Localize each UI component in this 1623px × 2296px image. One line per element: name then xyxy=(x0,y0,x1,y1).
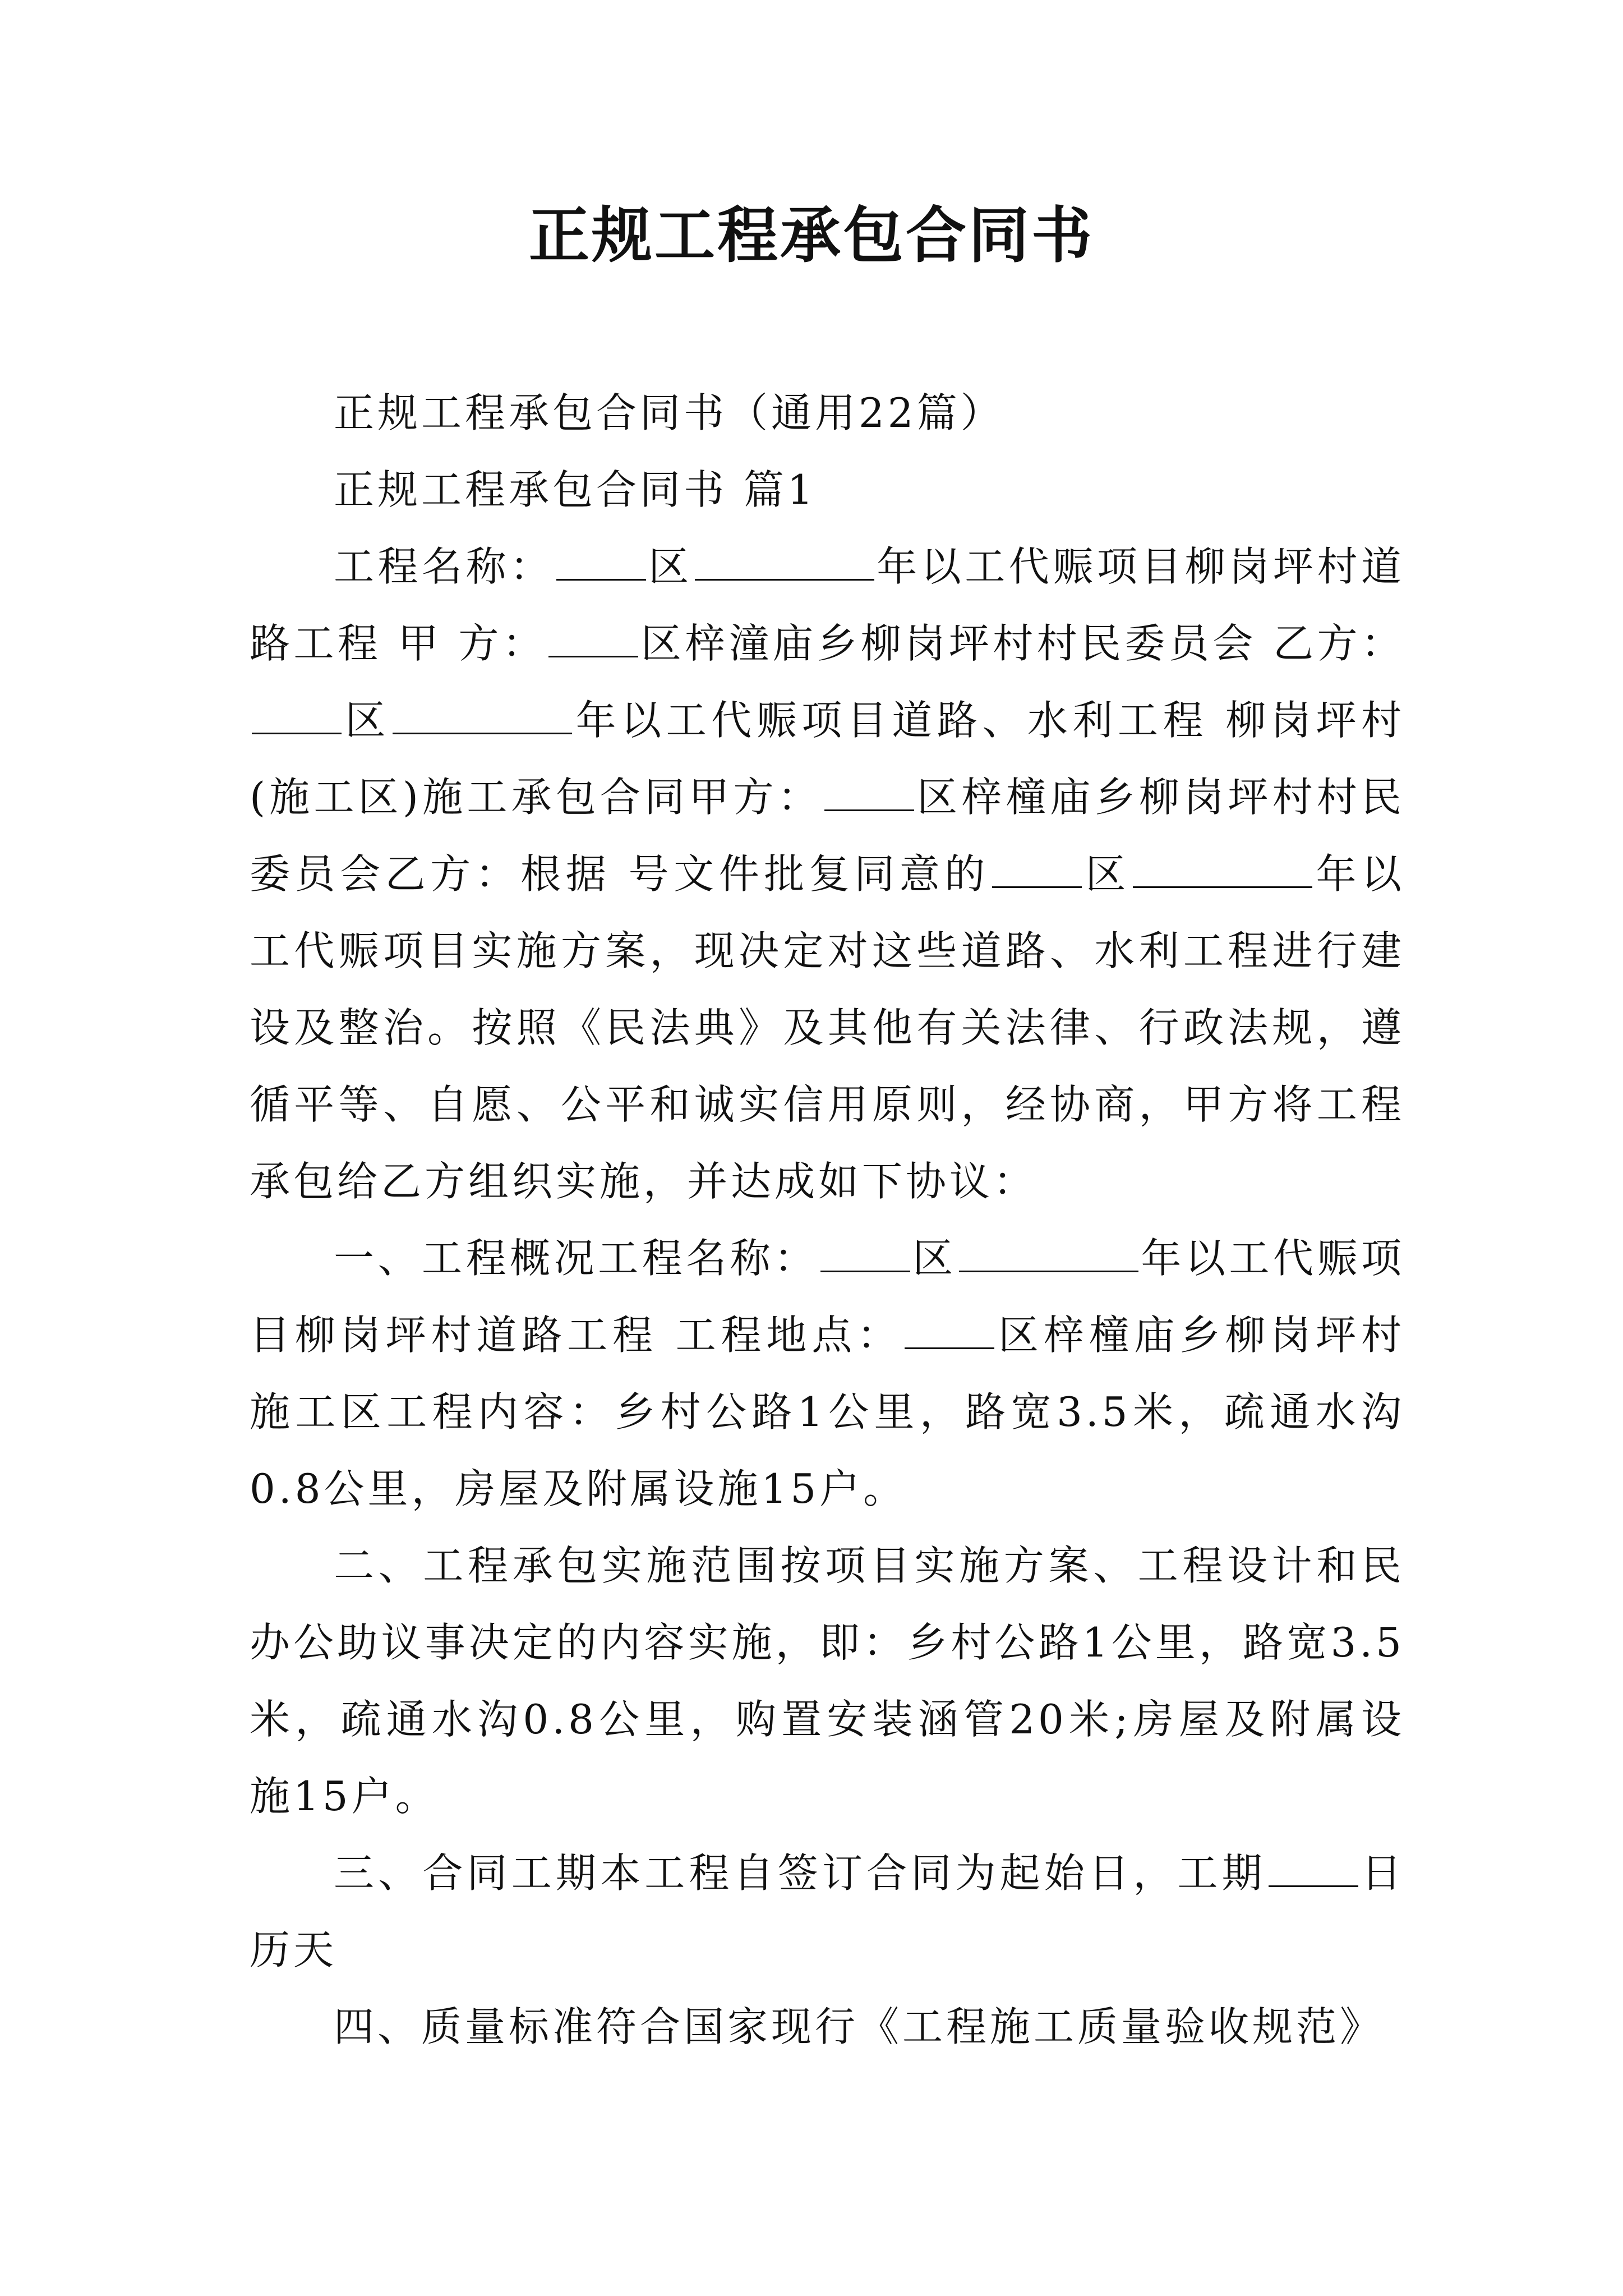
text-segment: 区 xyxy=(344,697,391,744)
text-segment: 年以工代赈项目柳岗坪村道路工程 甲 方： xyxy=(250,543,1405,667)
text-segment: 三、合同工期本工程自签订合同为起始日，工期 xyxy=(334,1849,1266,1897)
section-heading: 正规工程承包合同书 篇1 xyxy=(334,466,817,513)
text-segment: 年以工代赈项目道路、水利工程 柳岗坪村(施工区)施工承包合同甲方： xyxy=(250,697,1405,821)
paragraph-section-2: 二、工程承包实施范围按项目实施方案、工程设计和民办公助议事决定的内容实施，即：乡村公路1公里，路宽3.5米，疏通水沟0.8公里，购置安装涵管20米;房屋及附属设施15户。 xyxy=(250,1542,1405,1820)
blank-line xyxy=(1133,848,1312,888)
text-segment: 区梓潼庙乡柳岗坪村村民委员会 乙方： xyxy=(640,620,1405,667)
text-segment: 一、工程概况工程名称： xyxy=(334,1235,818,1282)
text-segment: 区 xyxy=(1083,850,1131,898)
text-segment: 区 xyxy=(648,543,693,590)
blank-line xyxy=(252,694,342,734)
blank-line xyxy=(905,1309,994,1349)
document-title: 正规工程承包合同书 xyxy=(528,200,1094,271)
text-segment: 日历天 xyxy=(250,1849,1405,1973)
subtitle: 正规工程承包合同书（通用22篇） xyxy=(334,389,1004,436)
blank-line xyxy=(556,541,646,581)
text-segment: 区 xyxy=(912,1235,957,1282)
blank-line xyxy=(1269,1847,1358,1887)
text-segment: 区梓橦庙乡柳岗坪村施工区工程内容：乡村公路1公里，路宽3.5米，疏通水沟0.8公里，房屋及附属设施15户。 xyxy=(250,1312,1405,1512)
blank-line xyxy=(393,694,572,734)
blank-line xyxy=(548,618,638,657)
paragraph-section-4: 四、质量标准符合国家现行《工程施工质量验收规范》 xyxy=(334,2003,1384,2050)
text-segment: 年以工代赈项目实施方案，现决定对这些道路、水利工程进行建设及整治。按照《民法典》及其他有关法律、行政法规，遵循平等、自愿、公平和诚实信用原则，经协商，甲方将工程承包给乙方组织实施，并达成如下协议： xyxy=(250,850,1405,1205)
text-segment: 工程名称： xyxy=(334,543,554,590)
blank-line xyxy=(824,771,914,811)
blank-line xyxy=(695,541,874,581)
paragraph-section-3 xyxy=(250,1835,1405,1989)
paragraph-project-info xyxy=(250,528,1405,1220)
blank-line xyxy=(820,1232,910,1272)
text-segment: 区梓橦庙乡柳岗坪村村民委员会乙方：根据 号文件批复同意的 xyxy=(250,774,1405,898)
blank-line xyxy=(959,1232,1138,1272)
document-body xyxy=(250,375,1405,2065)
paragraph-section-1 xyxy=(250,1220,1405,1527)
text-segment: 年以工代赈项目柳岗坪村道路工程 工程地点： xyxy=(250,1235,1405,1359)
blank-line xyxy=(992,848,1082,888)
